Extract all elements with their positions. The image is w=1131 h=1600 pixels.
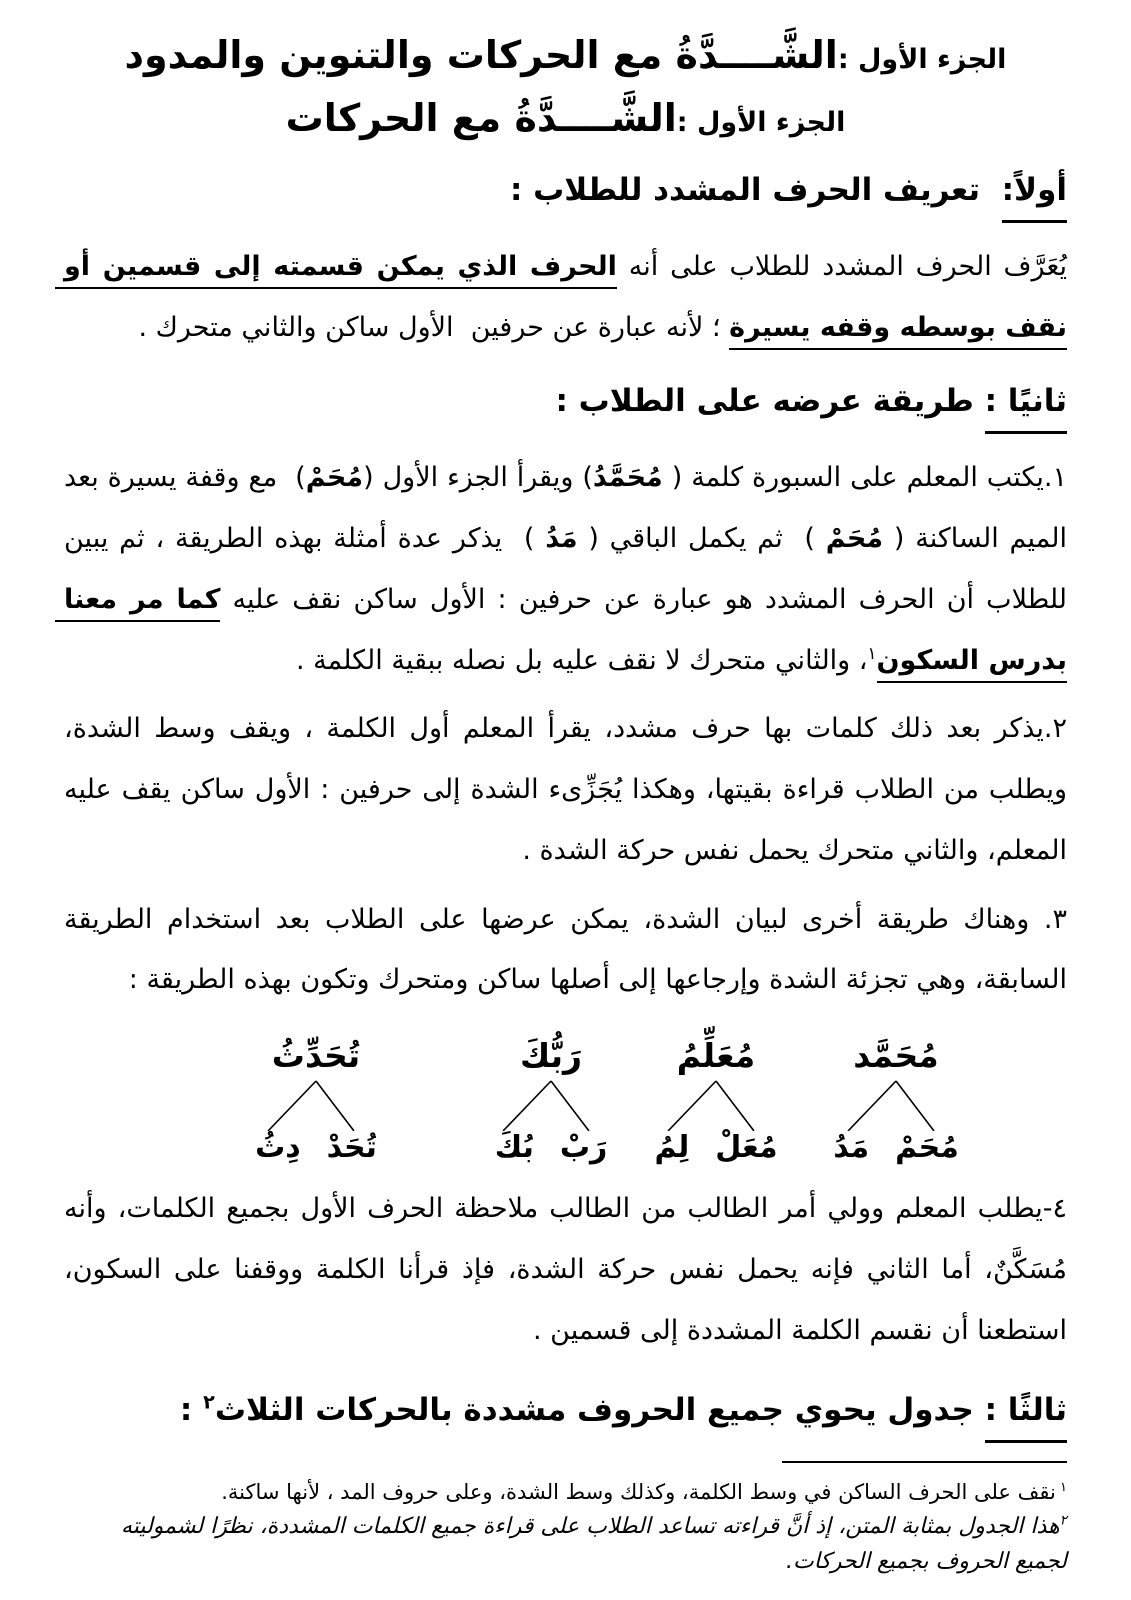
text-segment: ) مع وقفة يسيرة بعد الميم الساكنة ( xyxy=(55,462,1067,555)
method-item-4 xyxy=(55,1179,1067,1361)
text-segment: ٣. وهناك طريقة أخرى لبيان الشدة، يمكن عرضها على الطلاب بعد استخدام الطريقة السابقة، وهي تجزئة الشدة وإرجاعها إلى أصلها ساكن ومتحرك وتكون بهذه الطريقة : xyxy=(55,903,1067,996)
syllable-parts xyxy=(654,1127,777,1169)
shaddah-word: مُعَلِّمُ xyxy=(676,1036,756,1076)
text-segment: جدول يحوي جميع الحروف مشددة بالحركات الثلاث xyxy=(214,1392,985,1428)
split-tree xyxy=(236,1033,396,1169)
syllable-part: مُحَمْ xyxy=(895,1130,959,1166)
split-tree xyxy=(636,1033,796,1169)
syllable-part: دِثُ xyxy=(255,1130,301,1166)
footnote-1 xyxy=(64,1475,1067,1509)
text-segment: كما مر معنا بدرس السكون xyxy=(55,584,1067,683)
shaddah-split-diagram xyxy=(64,1033,1067,1169)
text-segment: ) ثم يكمل الباقي ( xyxy=(577,523,826,555)
split-connector-lines xyxy=(236,1079,396,1131)
text-segment: : xyxy=(179,1392,204,1428)
text-segment: ثانيًا : xyxy=(985,383,1067,434)
shaddah-word: تُحَدِّثُ xyxy=(271,1036,361,1076)
document-title-line-1 xyxy=(64,26,1067,85)
text-segment: ؛ لأنه عبارة عن حرفين الأول ساكن والثاني متحرك . xyxy=(138,312,730,344)
text-segment: طريقة عرضه على الطلاب : xyxy=(555,382,985,419)
syllable-part: مُعَلْ xyxy=(715,1130,778,1166)
text-segment: هذا الجدول بمثابة المتن، إذ أنَّ قراءته تساعد الطلاب على قراءة جميع الكلمات المشددة، نظرًا لشموليته لجميع الحروف بجميع الحركات. xyxy=(114,1513,1067,1575)
text-segment: الشَّــــدَّةُ مع الحركات والتنوين والمدود xyxy=(124,33,838,77)
syllable-part: تُحَدْ xyxy=(326,1130,377,1166)
text-segment: ) يذكر عدة أمثلة بهذه الطريقة ، ثم يبين للطلاب أن الحرف المشدد هو عبارة عن حرفين : الأول ساكن نقف عليه xyxy=(55,523,1068,615)
text-segment: ، والثاني متحرك لا نقف عليه بل نصله ببقية الكلمة . xyxy=(295,644,868,676)
definition-paragraph xyxy=(54,237,1067,359)
method-item-1 xyxy=(54,448,1068,691)
text-segment: ١ xyxy=(1055,1479,1067,1495)
text-segment: أولاً: xyxy=(1002,172,1067,223)
shaddah-word: رَبُّكَ xyxy=(519,1036,583,1076)
footnote-2 xyxy=(64,1509,1067,1580)
text-segment: ١ xyxy=(867,642,877,663)
syllable-part: لِمُ xyxy=(654,1130,690,1166)
text-segment: تعريف الحرف المشدد للطلاب : xyxy=(509,171,1002,208)
split-connector-lines xyxy=(816,1079,976,1131)
split-connector-lines xyxy=(471,1079,631,1131)
shaddah-word: مُحَمَّد xyxy=(853,1036,939,1076)
text-segment: الجزء الأول : xyxy=(676,106,846,138)
split-tree xyxy=(471,1033,631,1169)
text-segment: ٢ xyxy=(1059,1512,1067,1529)
text-segment: ٢.يذكر بعد ذلك كلمات بها حرف مشدد، يقرأ المعلم أول الكلمة ، ويقف وسط الشدة، ويطلب من الطلاب قراءة بقيتها، وهكذا يُجَزِّىء الشدة إلى حرفين : الأول ساكن يقف عليه المعلم، والثاني متحرك يحمل نفس حركة الشدة . xyxy=(55,713,1067,866)
text-segment: مُحَمَّدُ xyxy=(592,462,663,494)
text-segment: مُحَمْ xyxy=(305,462,364,494)
text-segment: الحرف الذي يمكن قسمته إلى قسمين أو نقف بوسطه وقفه يسيرة xyxy=(55,251,1067,350)
method-item-2 xyxy=(55,699,1067,881)
text-segment: مُحَمْ xyxy=(825,523,884,555)
syllable-part: رَبْ xyxy=(559,1130,608,1166)
text-segment: الشَّــــدَّةُ مع الحركات xyxy=(285,95,677,140)
text-segment: ٤-يطلب المعلم وولي أمر الطالب من الطالب ملاحظة الحرف الأول بجميع الكلمات، وأنه مُسَكَّنٌ، أما الثاني فإنه يحمل نفس حركة الشدة، فإذ قرأنا الكلمة ووقفنا على السكون، استطعنا أن نقسم الكلمة المشددة إلى قسمين . xyxy=(55,1193,1067,1346)
footnotes-block xyxy=(64,1461,1067,1580)
split-connector-lines xyxy=(636,1079,796,1131)
section-second-heading xyxy=(64,377,1067,427)
footnote-separator xyxy=(782,1461,1067,1463)
text-segment: ٢ xyxy=(203,1390,215,1414)
split-tree xyxy=(816,1033,976,1169)
text-segment: الجزء الأول : xyxy=(837,44,1007,75)
syllable-parts xyxy=(255,1127,377,1169)
text-segment: ) ويقرأ الجزء الأول ( xyxy=(363,462,593,494)
section-third-heading xyxy=(64,1386,1067,1436)
method-item-3 xyxy=(55,890,1067,1012)
text-segment: يُعَرَّف الحرف المشدد للطلاب على أنه xyxy=(616,251,1067,283)
document-title-line-2 xyxy=(64,89,1067,148)
text-segment: ١.يكتب المعلم على السبورة كلمة ( xyxy=(662,462,1067,494)
syllable-parts xyxy=(833,1127,959,1169)
syllable-part: مَدُ xyxy=(833,1130,870,1166)
text-segment: ثالثًا : xyxy=(985,1392,1067,1443)
text-segment: مَدُ xyxy=(545,523,578,555)
text-segment: نقف على الحرف الساكن في وسط الكلمة، وكذلك وسط الشدة، وعلى حروف المد ، لأنها ساكنة. xyxy=(221,1479,1056,1504)
section-first-heading xyxy=(64,166,1067,216)
syllable-part: بُكَ xyxy=(494,1130,534,1166)
syllable-parts xyxy=(495,1127,608,1169)
